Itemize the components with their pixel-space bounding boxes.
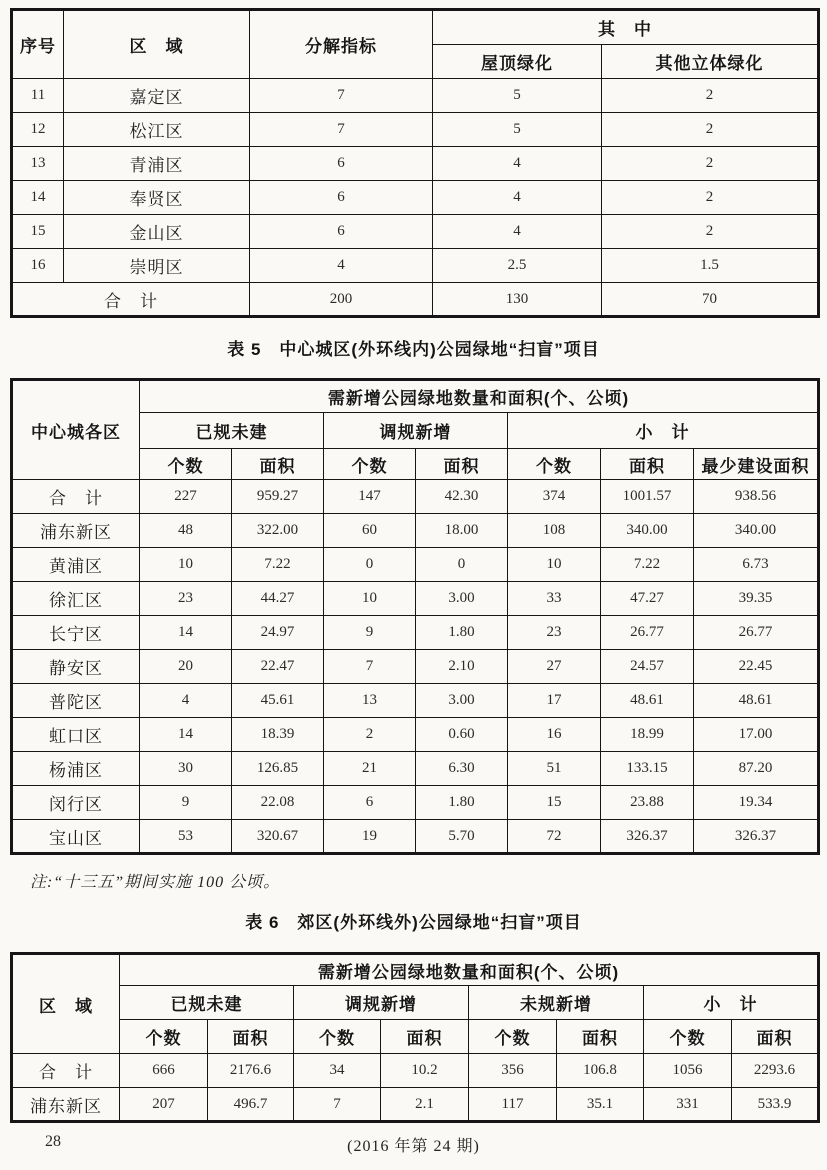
cell-value: 9 [140, 786, 232, 820]
cell-value: 533.9 [732, 1088, 819, 1122]
cell-value: 47.27 [601, 582, 694, 616]
cell-value: 326.37 [694, 820, 819, 854]
cell-value: 320.67 [232, 820, 324, 854]
cell-value: 14 [140, 616, 232, 650]
header-group-subtotal: 小 计 [644, 986, 819, 1020]
table-header-row [12, 986, 819, 1020]
cell-value: 30 [140, 752, 232, 786]
header-region: 区 域 [64, 10, 250, 79]
cell-value: 938.56 [694, 480, 819, 514]
cell-value: 70 [602, 283, 819, 317]
cell-value: 22.45 [694, 650, 819, 684]
cell-district: 浦东新区 [12, 514, 140, 548]
cell-value: 959.27 [232, 480, 324, 514]
table-row [12, 249, 819, 283]
page-number: 28 [45, 1133, 61, 1150]
cell-value: 331 [644, 1088, 732, 1122]
cell-value: 6 [250, 215, 433, 249]
cell-value: 13 [324, 684, 416, 718]
table-row [12, 113, 819, 147]
cell-region: 金山区 [64, 215, 250, 249]
table-header-row [12, 954, 819, 986]
cell-value: 53 [140, 820, 232, 854]
header-span-title: 需新增公园绿地数量和面积(个、公顷) [120, 954, 819, 986]
table-header-row [12, 1020, 819, 1054]
cell-value: 2 [324, 718, 416, 752]
cell-value: 2.10 [416, 650, 508, 684]
cell-region: 崇明区 [64, 249, 250, 283]
header-count: 个数 [140, 449, 232, 480]
table-row [12, 582, 819, 616]
header-indicator: 分解指标 [250, 10, 433, 79]
cell-value: 2.1 [381, 1088, 469, 1122]
cell-value: 322.00 [232, 514, 324, 548]
cell-district: 宝山区 [12, 820, 140, 854]
cell-value: 207 [120, 1088, 208, 1122]
table-row [12, 616, 819, 650]
cell-value: 6 [250, 147, 433, 181]
table-total-row [12, 1054, 819, 1088]
cell-value: 6 [324, 786, 416, 820]
cell-value: 18.99 [601, 718, 694, 752]
cell-district: 静安区 [12, 650, 140, 684]
cell-value: 18.00 [416, 514, 508, 548]
cell-value: 48 [140, 514, 232, 548]
cell-value: 35.1 [557, 1088, 644, 1122]
table-row [12, 820, 819, 854]
cell-value: 26.77 [694, 616, 819, 650]
cell-value: 19.34 [694, 786, 819, 820]
table-row [12, 718, 819, 752]
cell-value: 2 [602, 147, 819, 181]
cell-value: 340.00 [601, 514, 694, 548]
cell-value: 5 [433, 113, 602, 147]
cell-value: 16 [508, 718, 601, 752]
cell-value: 18.39 [232, 718, 324, 752]
cell-value: 51 [508, 752, 601, 786]
cell-value: 42.30 [416, 480, 508, 514]
table-header-row [12, 10, 819, 45]
header-count: 个数 [508, 449, 601, 480]
cell-value: 106.8 [557, 1054, 644, 1088]
cell-value: 1.5 [602, 249, 819, 283]
cell-value: 6.73 [694, 548, 819, 582]
cell-value: 108 [508, 514, 601, 548]
cell-value: 1001.57 [601, 480, 694, 514]
cell-district: 普陀区 [12, 684, 140, 718]
cell-value: 87.20 [694, 752, 819, 786]
table-row [12, 181, 819, 215]
header-area: 面积 [416, 449, 508, 480]
table-row [12, 684, 819, 718]
cell-value: 9 [324, 616, 416, 650]
cell-value: 48.61 [694, 684, 819, 718]
header-count: 个数 [469, 1020, 557, 1054]
cell-value: 3.00 [416, 582, 508, 616]
cell-value: 14 [140, 718, 232, 752]
cell-value: 340.00 [694, 514, 819, 548]
header-count: 个数 [120, 1020, 208, 1054]
cell-value: 17 [508, 684, 601, 718]
table-row [12, 786, 819, 820]
cell-value: 130 [433, 283, 602, 317]
cell-value: 227 [140, 480, 232, 514]
header-region-col: 区 域 [12, 954, 120, 1054]
cell-value: 7 [250, 113, 433, 147]
cell-district: 闵行区 [12, 786, 140, 820]
cell-value: 2.5 [433, 249, 602, 283]
cell-district: 长宁区 [12, 616, 140, 650]
header-area: 面积 [601, 449, 694, 480]
cell-district: 杨浦区 [12, 752, 140, 786]
cell-value: 34 [294, 1054, 381, 1088]
header-roof-greening: 屋顶绿化 [433, 45, 602, 79]
cell-value: 27 [508, 650, 601, 684]
header-serial: 序号 [12, 10, 64, 79]
cell-value: 7.22 [232, 548, 324, 582]
cell-serial: 11 [12, 79, 64, 113]
cell-value: 126.85 [232, 752, 324, 786]
cell-value: 20 [140, 650, 232, 684]
header-group-planned-unbuilt: 已规未建 [120, 986, 294, 1020]
cell-value: 3.00 [416, 684, 508, 718]
cell-region: 合 计 [12, 1054, 120, 1088]
table-total-row [12, 480, 819, 514]
cell-region: 松江区 [64, 113, 250, 147]
cell-serial: 13 [12, 147, 64, 181]
cell-value: 7 [250, 79, 433, 113]
table-6-suburban-districts [10, 952, 820, 1123]
cell-value: 2 [602, 79, 819, 113]
cell-value: 39.35 [694, 582, 819, 616]
cell-value: 44.27 [232, 582, 324, 616]
table-5-footnote: 注:“十三五”期间实施 100 公顷。 [30, 874, 281, 891]
issue-label: (2016 年第 24 期) [347, 1138, 480, 1155]
cell-region: 奉贤区 [64, 181, 250, 215]
header-area: 面积 [732, 1020, 819, 1054]
cell-value: 23 [508, 616, 601, 650]
header-group-planned-unbuilt: 已规未建 [140, 413, 324, 449]
header-count: 个数 [294, 1020, 381, 1054]
cell-value: 72 [508, 820, 601, 854]
cell-serial: 15 [12, 215, 64, 249]
header-count: 个数 [324, 449, 416, 480]
cell-value: 117 [469, 1088, 557, 1122]
cell-value: 147 [324, 480, 416, 514]
cell-value: 2 [602, 215, 819, 249]
cell-value: 7 [294, 1088, 381, 1122]
cell-value: 10 [508, 548, 601, 582]
table-row [12, 79, 819, 113]
cell-district: 虹口区 [12, 718, 140, 752]
cell-value: 5 [433, 79, 602, 113]
cell-value: 6 [250, 181, 433, 215]
header-span-title: 需新增公园绿地数量和面积(个、公顷) [140, 380, 819, 413]
header-group-replanned-new: 调规新增 [324, 413, 508, 449]
cell-value: 4 [433, 215, 602, 249]
cell-value: 1.80 [416, 786, 508, 820]
table-row [12, 548, 819, 582]
cell-value: 24.97 [232, 616, 324, 650]
cell-value: 0 [324, 548, 416, 582]
header-min-build-area: 最少建设面积 [694, 449, 819, 480]
header-group-among: 其 中 [433, 10, 819, 45]
cell-value: 0 [416, 548, 508, 582]
cell-value: 21 [324, 752, 416, 786]
cell-value: 496.7 [208, 1088, 294, 1122]
header-group-replanned-new: 调规新增 [294, 986, 469, 1020]
cell-value: 356 [469, 1054, 557, 1088]
cell-value: 6.30 [416, 752, 508, 786]
table-row [12, 514, 819, 548]
table-6-caption: 表 6 郊区(外环线外)公园绿地“扫盲”项目 [245, 913, 582, 932]
table-header-row [12, 380, 819, 413]
cell-value: 133.15 [601, 752, 694, 786]
cell-value: 17.00 [694, 718, 819, 752]
cell-value: 374 [508, 480, 601, 514]
header-area: 面积 [381, 1020, 469, 1054]
cell-value: 4 [433, 147, 602, 181]
cell-region: 青浦区 [64, 147, 250, 181]
header-count: 个数 [644, 1020, 732, 1054]
cell-district: 合 计 [12, 480, 140, 514]
header-other-greening: 其他立体绿化 [602, 45, 819, 79]
header-group-unplanned-new: 未规新增 [469, 986, 644, 1020]
cell-region: 浦东新区 [12, 1088, 120, 1122]
table-row [12, 215, 819, 249]
cell-value: 5.70 [416, 820, 508, 854]
cell-total-label: 合 计 [12, 283, 250, 317]
cell-value: 2 [602, 181, 819, 215]
header-group-subtotal: 小 计 [508, 413, 819, 449]
cell-value: 10 [140, 548, 232, 582]
cell-value: 2293.6 [732, 1054, 819, 1088]
cell-value: 19 [324, 820, 416, 854]
cell-value: 7.22 [601, 548, 694, 582]
cell-value: 22.08 [232, 786, 324, 820]
cell-serial: 14 [12, 181, 64, 215]
cell-district: 黄浦区 [12, 548, 140, 582]
cell-value: 15 [508, 786, 601, 820]
table-row [12, 1088, 819, 1122]
table-row [12, 650, 819, 684]
cell-value: 60 [324, 514, 416, 548]
cell-value: 666 [120, 1054, 208, 1088]
header-area: 面积 [232, 449, 324, 480]
table-5-caption: 表 5 中心城区(外环线内)公园绿地“扫盲”项目 [227, 340, 600, 359]
cell-value: 23 [140, 582, 232, 616]
cell-value: 326.37 [601, 820, 694, 854]
cell-serial: 16 [12, 249, 64, 283]
header-area: 面积 [557, 1020, 644, 1054]
cell-value: 4 [433, 181, 602, 215]
table-total-row [12, 283, 819, 317]
header-district-col: 中心城各区 [12, 380, 140, 480]
cell-value: 23.88 [601, 786, 694, 820]
cell-value: 4 [250, 249, 433, 283]
cell-value: 2 [602, 113, 819, 147]
cell-value: 22.47 [232, 650, 324, 684]
cell-district: 徐汇区 [12, 582, 140, 616]
cell-serial: 12 [12, 113, 64, 147]
continued-indicator-table [10, 8, 820, 318]
cell-value: 24.57 [601, 650, 694, 684]
cell-value: 200 [250, 283, 433, 317]
cell-value: 10 [324, 582, 416, 616]
cell-value: 2176.6 [208, 1054, 294, 1088]
table-row [12, 147, 819, 181]
cell-value: 0.60 [416, 718, 508, 752]
table-5-central-districts [10, 378, 820, 855]
cell-value: 1056 [644, 1054, 732, 1088]
cell-value: 1.80 [416, 616, 508, 650]
cell-value: 48.61 [601, 684, 694, 718]
cell-value: 10.2 [381, 1054, 469, 1088]
cell-value: 4 [140, 684, 232, 718]
table-row [12, 752, 819, 786]
cell-value: 7 [324, 650, 416, 684]
cell-value: 33 [508, 582, 601, 616]
cell-region: 嘉定区 [64, 79, 250, 113]
header-area: 面积 [208, 1020, 294, 1054]
cell-value: 26.77 [601, 616, 694, 650]
cell-value: 45.61 [232, 684, 324, 718]
